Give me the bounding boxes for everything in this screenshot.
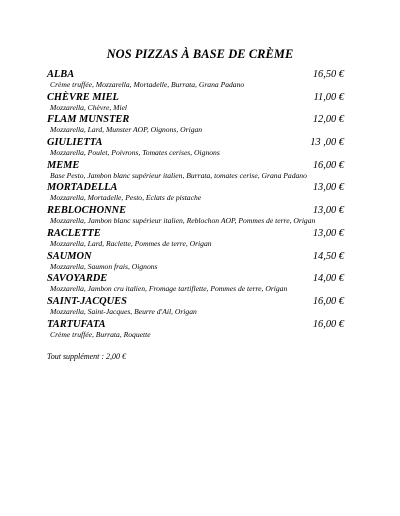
supplement-note: Tout supplément : 2,00 € bbox=[47, 352, 127, 361]
item-price: 16,50 € bbox=[312, 69, 344, 80]
menu-item-mortadella bbox=[47, 182, 344, 205]
item-price: 14,50 € bbox=[312, 250, 344, 262]
item-name: TARTUFATA bbox=[47, 318, 106, 330]
item-name: MEME bbox=[47, 159, 80, 171]
menu-item-reblochonne bbox=[47, 205, 344, 228]
item-price: 16,00 € bbox=[312, 318, 344, 330]
item-price: 13,00 € bbox=[312, 182, 344, 194]
item-description: Mozzarella, Lard, Raclette, Pommes de terre, Origan bbox=[50, 238, 212, 248]
item-price: 13,00 € bbox=[312, 205, 344, 217]
item-description: Crème truffée, Burrata, Roquette bbox=[50, 329, 151, 339]
item-description: Mozzarella, Jambon cru italien, Fromage tartiflette, Pommes de terre, Origan bbox=[50, 284, 288, 294]
menu-item-flam-munster bbox=[47, 114, 344, 137]
page-title: NOS PIZZAS À BASE DE CRÈME bbox=[106, 47, 294, 61]
item-description: Mozzarella, Saint-Jacques, Beurre d'Ail, Origan bbox=[50, 306, 197, 316]
item-description: Crème truffée, Mozzarella, Mortadelle, Burrata, Grana Padano bbox=[50, 80, 245, 89]
menu-item-giulietta bbox=[47, 137, 344, 160]
item-price: 11,00 € bbox=[313, 91, 344, 103]
item-name: MORTADELLA bbox=[47, 182, 118, 194]
item-price: 12,00 € bbox=[312, 114, 344, 126]
item-name: ALBA bbox=[47, 69, 75, 80]
menu-item-saumon bbox=[47, 251, 344, 274]
pizza-menu-list bbox=[47, 69, 344, 341]
item-price: 16,00 € bbox=[312, 159, 344, 171]
menu-item-meme bbox=[47, 160, 344, 183]
menu-item-alba bbox=[47, 69, 344, 92]
menu-item-savoyarde bbox=[47, 273, 344, 296]
item-name: SAVOYARDE bbox=[47, 273, 108, 285]
item-name: SAUMON bbox=[47, 250, 92, 262]
item-description: Mozzarella, Jambon blanc supérieur italien, Reblochon AOP, Pommes de terre, Origan bbox=[50, 216, 316, 226]
item-name: FLAM MUNSTER bbox=[47, 114, 130, 126]
item-price: 14,00 € bbox=[312, 273, 344, 285]
item-description: Mozzarella, Poulet, Poivrons, Tomates cerises, Oignons bbox=[50, 148, 220, 158]
item-name: SAINT-JACQUES bbox=[47, 295, 127, 307]
menu-item-chevre-miel bbox=[47, 92, 344, 115]
menu-item-saint-jacques bbox=[47, 296, 344, 319]
item-description: Mozzarella, Mortadelle, Pesto, Eclats de pistache bbox=[50, 193, 202, 203]
item-description: Mozzarella, Saumon frais, Oignons bbox=[50, 261, 158, 271]
item-description: Mozzarella, Chèvre, Miel bbox=[50, 102, 128, 112]
item-name: REBLOCHONNE bbox=[47, 205, 127, 217]
item-name: CHÈVRE MIEL bbox=[47, 91, 119, 103]
item-name: GIULIETTA bbox=[47, 137, 103, 149]
item-name: RACLETTE bbox=[47, 227, 101, 239]
menu-item-raclette bbox=[47, 228, 344, 251]
menu-item-tartufata bbox=[47, 319, 344, 342]
item-description: Mozzarella, Lard, Munster AOP, Oignons, Origan bbox=[50, 125, 203, 135]
item-price: 16,00 € bbox=[312, 295, 344, 307]
item-description: Base Pesto, Jambon blanc supérieur italien, Burrata, tomates cerise, Grana Padano bbox=[50, 170, 307, 180]
item-price: 13,00 € bbox=[312, 227, 344, 239]
item-price: 13 ,00 € bbox=[310, 137, 344, 149]
